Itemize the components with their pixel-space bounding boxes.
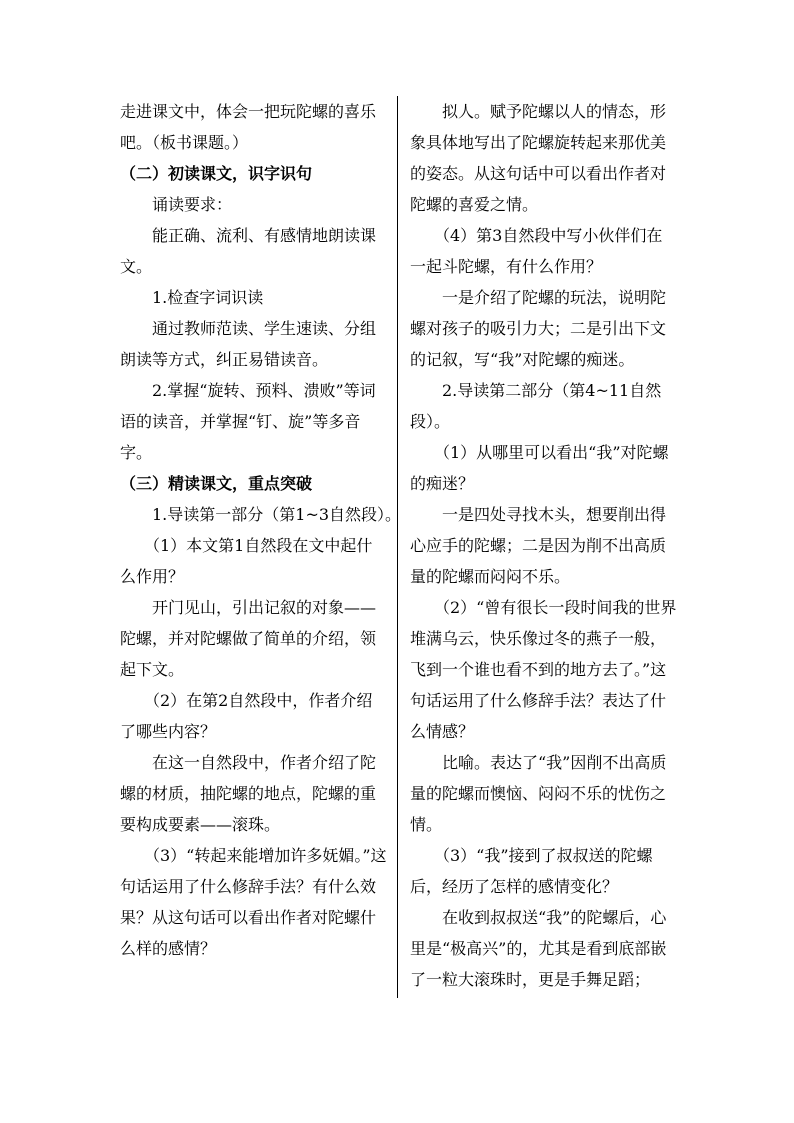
answer: 比喻。表达了“我”因削不出高质量的陀螺而懊恼、闷闷不乐的忧伤之情。: [410, 753, 667, 834]
question: （2）在第2自然段中，作者介绍了哪些内容？: [120, 691, 373, 741]
question: （3）“转起来能增加许多妩媚。”这句话运用了什么修辞手法？有什么效果？从这句话可以看出作者对陀螺什么样的感情？: [120, 846, 387, 958]
section-heading: （三）精读课文，重点突破: [120, 474, 313, 493]
question: （3）“我”接到了叔叔送的陀螺后，经历了怎样的感情变化？: [410, 846, 653, 896]
paragraph: 走进课文中，体会一把玩陀螺的喜乐吧。（板书课题。）: [120, 102, 377, 152]
right-column: [410, 96, 678, 995]
paragraph: 通过教师范读、学生速读、分组朗读等方式，纠正易错读音。: [120, 319, 377, 369]
column-divider: [397, 96, 398, 998]
sub-heading: 2.掌握“旋转、预料、溃败”等词语的读音，并掌握“钉、旋”等多音字。: [120, 381, 376, 462]
answer: 开门见山，引出记叙的对象——陀螺，并对陀螺做了简单的介绍，领起下文。: [120, 598, 377, 679]
question: （1）本文第1自然段在文中起什么作用？: [120, 536, 373, 586]
question: （2）“曾有很长一段时间我的世界堆满乌云，快乐像过冬的燕子一般，飞到一个谁也看不到的地方去了。”这句话运用了什么修辞手法？表达了什么情感？: [410, 598, 677, 741]
answer: 一是介绍了陀螺的玩法，说明陀螺对孩子的吸引力大；二是引出下文的记叙，写“我”对陀螺的痴迷。: [410, 288, 667, 369]
paragraph: 能正确、流利、有感情地朗读课文。: [120, 226, 377, 276]
answer: 在收到叔叔送“我”的陀螺后，心里是“极高兴”的，尤其是看到底部嵌了一粒大滚珠时，更是手舞足蹈；: [410, 908, 667, 989]
section-heading: （二）初读课文，识字识句: [120, 164, 313, 183]
sub-heading: 1.导读第一部分（第1~3自然段）。: [152, 505, 402, 524]
question: （4）第3自然段中写小伙伴们在一起斗陀螺，有什么作用？: [410, 226, 663, 276]
answer: 在这一自然段中，作者介绍了陀螺的材质，抽陀螺的地点，陀螺的重要构成要素——滚珠。: [120, 753, 377, 834]
sub-heading: 1.检查字词识读: [152, 288, 264, 307]
left-column: [120, 96, 402, 964]
answer: 一是四处寻找木头，想要削出得心应手的陀螺；二是因为削不出高质量的陀螺而闷闷不乐。: [410, 505, 667, 586]
question: （1）从哪里可以看出“我”对陀螺的痴迷？: [410, 443, 669, 493]
paragraph: 诵读要求：: [152, 195, 233, 214]
answer: 拟人。赋予陀螺以人的情态，形象具体地写出了陀螺旋转起来那优美的姿态。从这句话中可以看出作者对陀螺的喜爱之情。: [410, 102, 667, 214]
sub-heading: 2.导读第二部分（第4~11自然段）。: [410, 381, 662, 431]
